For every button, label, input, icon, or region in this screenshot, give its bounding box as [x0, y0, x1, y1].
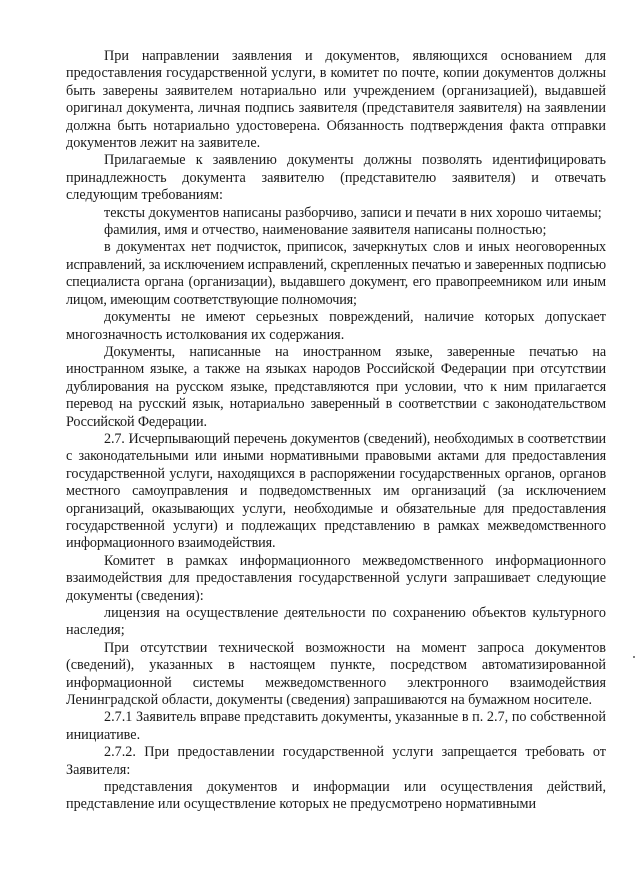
- document-page: [66, 48, 606, 814]
- item-license: лицензия на осуществление деятельности по сохранению объектов культурного наследия;: [66, 605, 606, 639]
- section-2-7-1: 2.7.1 Заявитель вправе представить документы, указанные в п. 2.7, по собственной инициативе.: [66, 709, 606, 743]
- scan-speck: [633, 656, 635, 658]
- paragraph-no-technical-possibility: При отсутствии технической возможности на момент запроса документов (сведений), указанных в настоящем пункте, посредством автоматизированной информационной системы межведомственного электронного взаимодействия Ленинградской области, документы (сведения) запрашиваются на бумажном носителе.: [66, 639, 606, 709]
- paragraph-committee-requests: Комитет в рамках информационного межведомственного информационного взаимодействия для предоставления государственной услуги запрашивает следующие документы (сведения):: [66, 552, 606, 604]
- requirement-legible-text: тексты документов написаны разборчиво, записи и печати в них хорошо читаемы;: [104, 204, 602, 221]
- paragraph-prohibited-requirements: представления документов и информации или осуществления действий, представление или осуществление которых не предусмотрено нормативными: [66, 779, 606, 813]
- section-2-7: 2.7. Исчерпывающий перечень документов (сведений), необходимых в соответствии с законодательными или иными нормативными правовыми актами для предоставления государственной услуги, находящихся в распоряжении государственных органов, органов местного самоуправления и подведомственных им организаций (за исключением организаций, оказывающих услуги, необходимые и обязательные для предоставления государственной услуги) и подлежащих представлению в рамках межведомственного информационного взаимодействия.: [66, 430, 606, 552]
- requirement-no-corrections: в документах нет подчисток, приписок, зачеркнутых слов и иных неоговоренных исправлений, за исключением исправлений, скрепленных печатью и заверенных подписью специалиста органа (организации), выдавшего документ, его правопреемником или иным лицом, имеющим соответствующие полномочия;: [66, 239, 606, 308]
- section-2-7-2: 2.7.2. При предоставлении государственной услуги запрещается требовать от Заявителя:: [66, 744, 606, 778]
- paragraph-attached-documents: Прилагаемые к заявлению документы должны позволять идентифицировать принадлежность документа заявителю (представителю заявителя) и отвечать следующим требованиям:: [66, 152, 606, 204]
- paragraph-mail-submission: При направлении заявления и документов, являющихся основанием для предоставления государственной услуги, в комитет по почте, копии документов должны быть заверены заявителем нотариально или учреждением (организацией), выдавшей оригинал документа, личная подпись заявителя (представителя заявителя) на заявлении должна быть нотариально удостоверена. Обязанность подтверждения факта отправки документов лежит на заявителе.: [66, 48, 606, 152]
- requirement-full-names: фамилия, имя и отчество, наименование заявителя написаны полностью;: [104, 222, 547, 239]
- requirement-no-damage: документы не имеют серьезных повреждений, наличие которых допускает многозначность истолкования их содержания.: [66, 309, 606, 343]
- paragraph-foreign-language: Документы, написанные на иностранном языке, заверенные печатью на иностранном языке, а также на языках народов Российской Федерации при отсутствии дублирования на русском языке, представляются при условии, что к ним прилагается перевод на русский язык, нотариально заверенный в соответствии с законодательством Российской Федерации.: [66, 343, 606, 430]
